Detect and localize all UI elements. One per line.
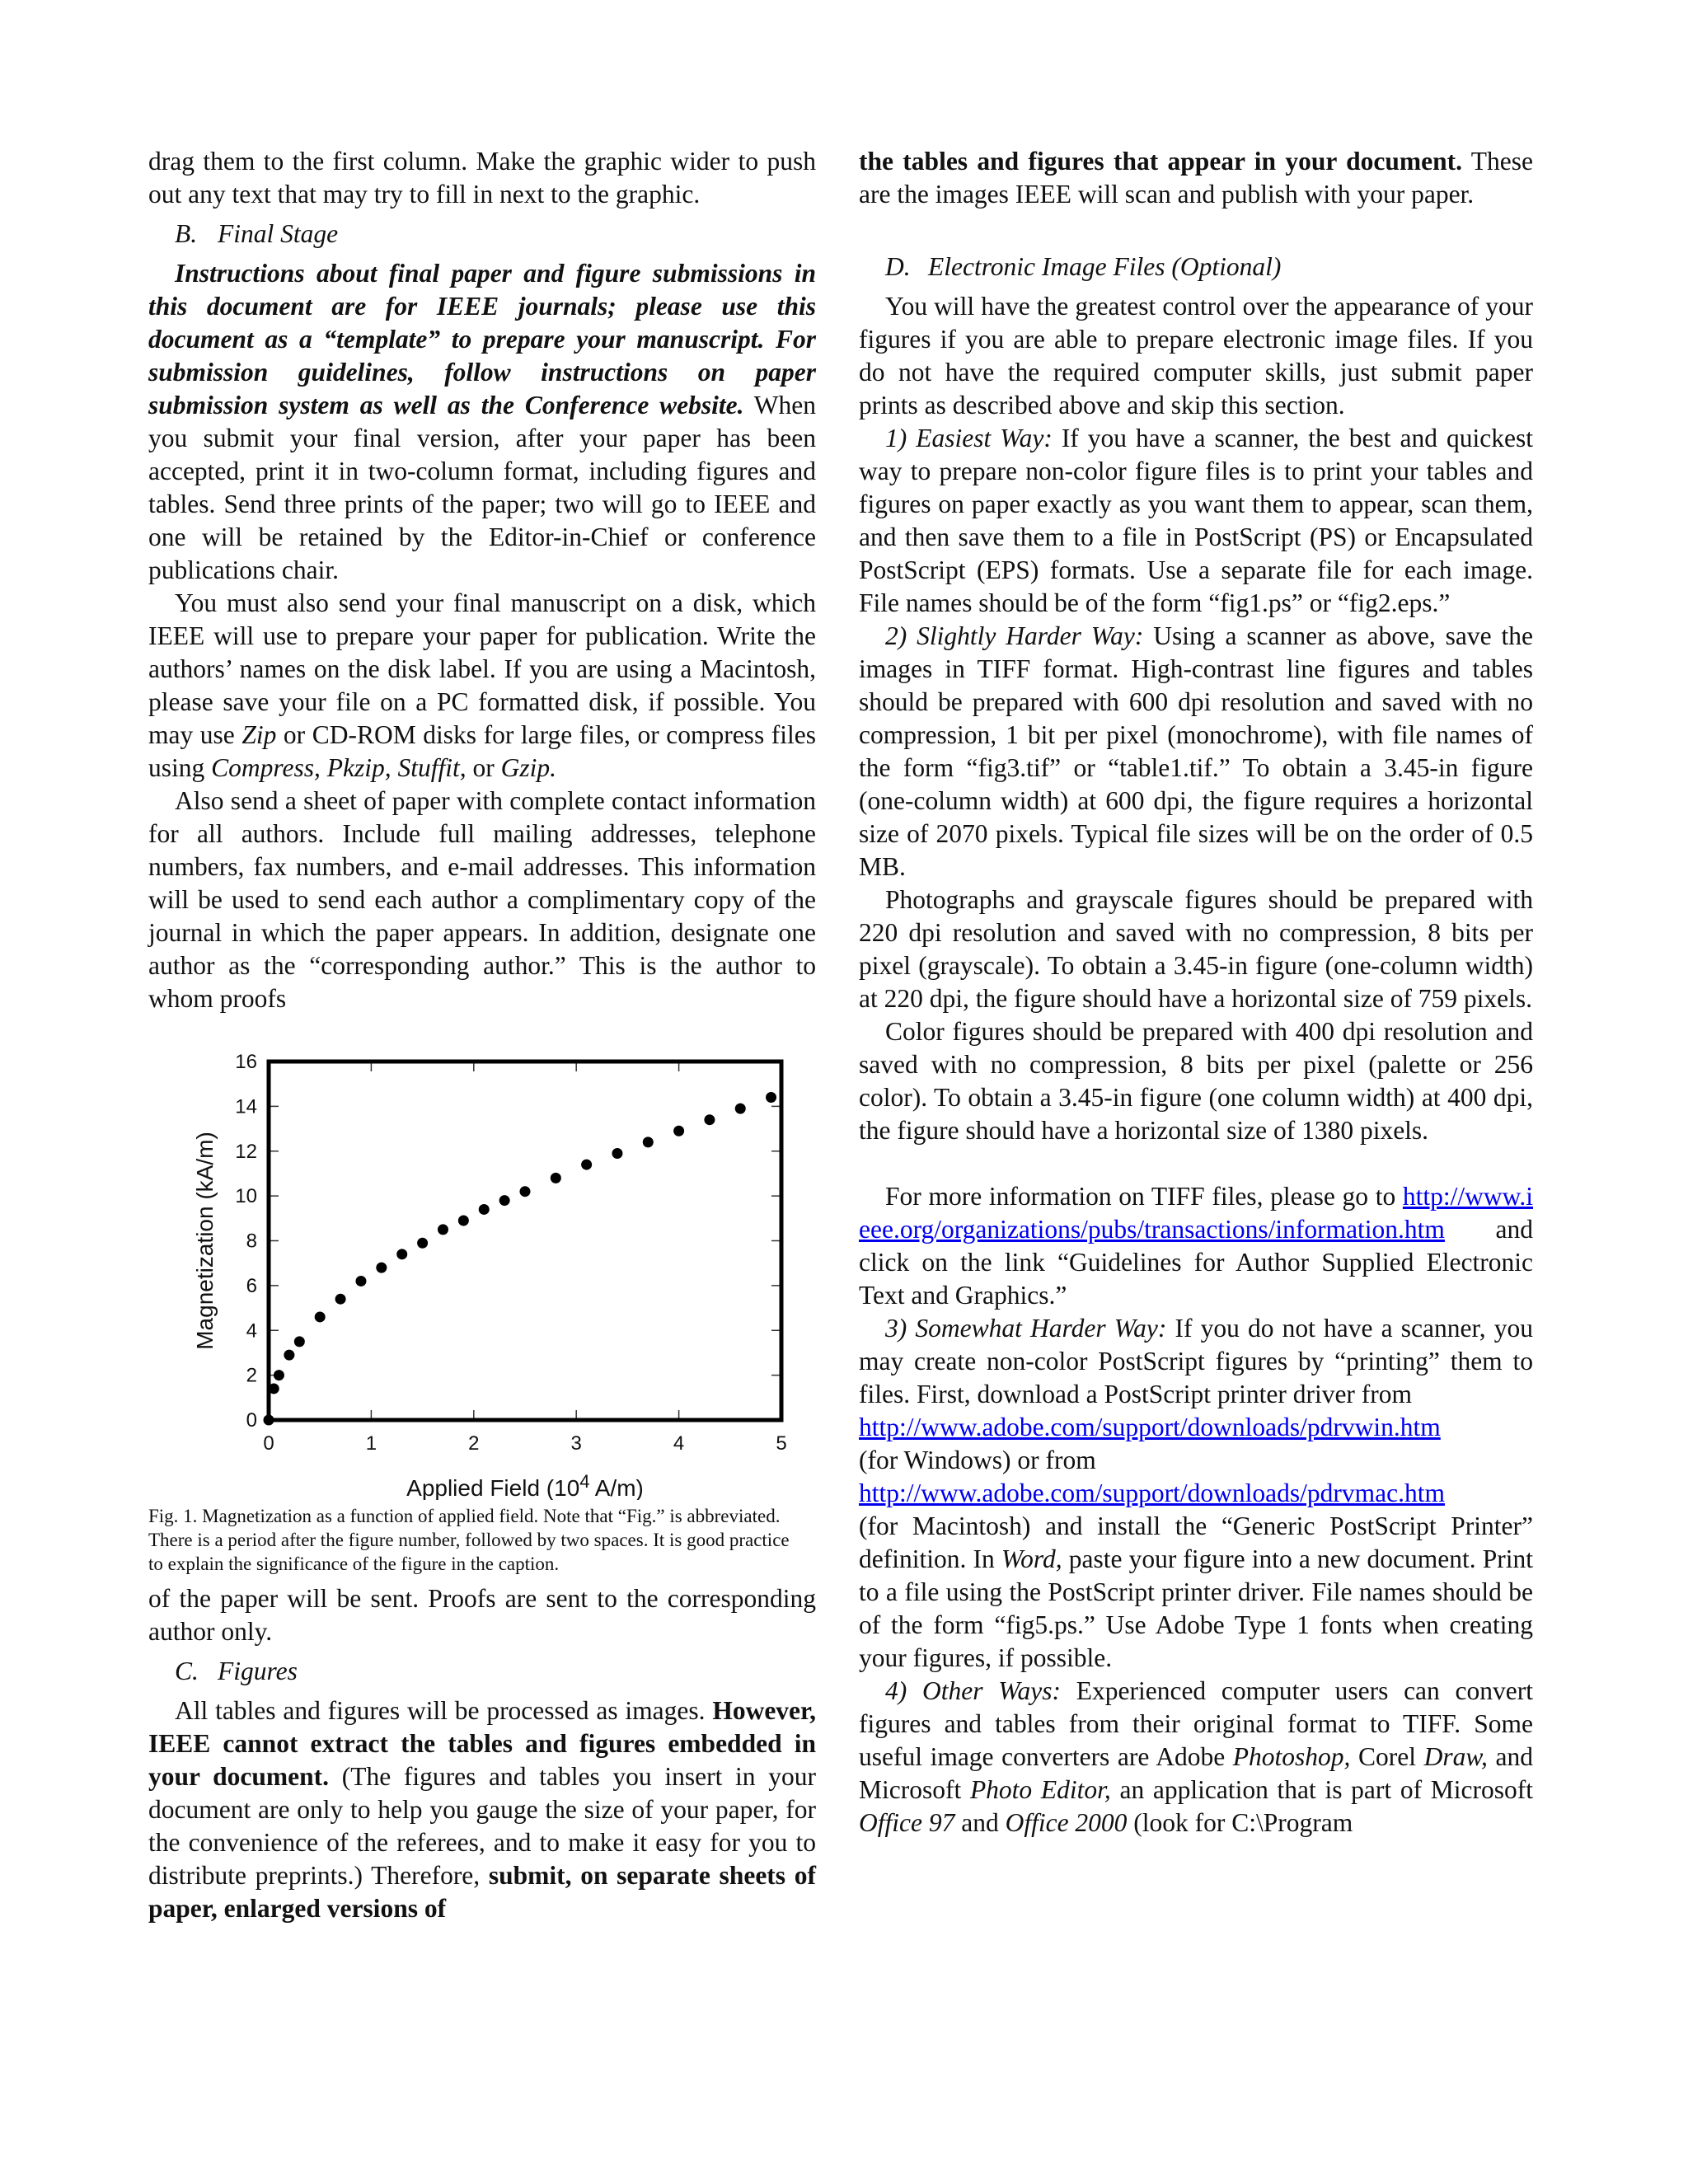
paragraph-slightly-harder-way bbox=[859, 620, 1533, 883]
figure-caption: Fig. 1. Magnetization as a function of applied field. Note that “Fig.” is abbreviated. There is a period after the figure number, followed by two spaces. It is good practice to explain the significance of the figure in the caption. bbox=[148, 1506, 790, 1574]
section-title: Final Stage bbox=[218, 219, 339, 248]
emphasis-gzip: Gzip. bbox=[500, 753, 556, 782]
subsection-label: 2) Slightly Harder Way: bbox=[885, 621, 1144, 650]
svg-text:12: 12 bbox=[235, 1140, 257, 1163]
emphasis-cannot-extract: However, IEEE cannot extract the tables and figures embedded in your document. bbox=[148, 1696, 816, 1791]
paragraph-text: (for Macintosh) and install the “Generic PostScript Printer” definition. In bbox=[859, 1511, 1533, 1573]
emphasis-office-2000: Office 2000 bbox=[1005, 1808, 1128, 1837]
emphasis-photo-editor: Photo Editor, bbox=[969, 1775, 1111, 1804]
paragraph-graphic-width: drag them to the first column. Make the graphic wider to push out any text that may try to fill in next to the graphic. bbox=[148, 147, 816, 209]
paragraph-text: If you do not have a scanner, you may create non-color PostScript figures by “printing” them to files. First, download a PostScript printer driver from bbox=[859, 1314, 1533, 1408]
emphasis-office-97: Office 97 bbox=[859, 1808, 955, 1837]
svg-text:4: 4 bbox=[246, 1319, 257, 1343]
svg-text:Magnetization (kA/m): Magnetization (kA/m) bbox=[192, 1132, 218, 1350]
emphasis-zip: Zip bbox=[241, 720, 277, 749]
section-heading-final-stage bbox=[175, 218, 816, 251]
paragraph-text: and bbox=[954, 1808, 1006, 1837]
svg-text:6: 6 bbox=[246, 1274, 257, 1297]
paragraph-somewhat-harder-way bbox=[859, 1312, 1533, 1411]
section-number: D. bbox=[885, 252, 911, 281]
paragraph-easiest-way bbox=[859, 422, 1533, 620]
paragraph-text: Corel bbox=[1350, 1742, 1424, 1771]
paragraph-electronic-files: You will have the greatest control over the appearance of your figures if you are able to prepare electronic image files. If you do not have the required computer skills, just submit paper prints as described above and skip this section. bbox=[859, 292, 1533, 419]
section-heading-figures bbox=[175, 1655, 816, 1688]
emphasis-photoshop: Photoshop, bbox=[1232, 1742, 1351, 1771]
svg-text:2: 2 bbox=[468, 1432, 480, 1455]
paragraph-text: Using a scanner as above, save the images in TIFF format. High-contrast line figures and tables should be prepared with 600 dpi resolution and saved with no compression, 1 bit per pixel (monochrome), with file names of the form “fig3.tif” or “table1.tif.” To obtain a 3.45-in figure (one-column width) at 600 dpi, the figure requires a horizontal size of 2070 pixels. Typical file sizes will be on the order of 0.5 MB. bbox=[859, 621, 1533, 881]
emphasis-tools: Compress, Pkzip, Stuffit, bbox=[211, 753, 467, 782]
section-number: B. bbox=[175, 219, 198, 248]
section-number: C. bbox=[175, 1657, 199, 1685]
paragraph-continued bbox=[859, 145, 1533, 211]
paragraph-text: or bbox=[466, 753, 501, 782]
paragraph-text: When you submit your final version, after your paper has been accepted, print it in two-column format, including figures and tables. Send three prints of the paper; two will go to IEEE and one will be retained by the Editor-in-Chief or conference publications chair. bbox=[148, 391, 816, 584]
paragraph-text: These are the images IEEE will scan and publish with your paper. bbox=[859, 147, 1533, 209]
subsection-label: 4) Other Ways: bbox=[885, 1676, 1062, 1705]
adobe-mac-driver-link[interactable]: http://www.adobe.com/support/downloads/pdrvmac.htm bbox=[859, 1479, 1445, 1507]
svg-text:8: 8 bbox=[246, 1230, 257, 1253]
svg-text:0: 0 bbox=[263, 1432, 274, 1455]
paragraph-text: Experienced computer users can convert figures and tables from their original format to TIFF. Some useful image converters are Adobe bbox=[859, 1676, 1533, 1771]
paragraph-text: (The figures and tables you insert in your document are only to help you gauge the size of your paper, for the convenience of the referees, and to make it easy for you to distribute preprints.) Therefore, bbox=[148, 1762, 816, 1890]
paragraph-text: and click on the link “Guidelines for Author Supplied Electronic Text and Graphics.” bbox=[859, 1215, 1533, 1310]
paragraph-text: or CD-ROM disks for large files, or compress files using bbox=[148, 720, 816, 782]
link-line-mac bbox=[859, 1477, 1533, 1510]
ieee-information-link[interactable]: http://www.ieee.org/organizations/pubs/transactions/information.htm bbox=[859, 1182, 1533, 1244]
emphasis-draw: Draw, bbox=[1423, 1742, 1488, 1771]
windows-note: (for Windows) or from bbox=[859, 1446, 1096, 1474]
paragraph-photographs: Photographs and grayscale figures should be prepared with 220 dpi resolution and saved with no compression, 8 bits per pixel (grayscale). To obtain a 3.45-in figure (one-column width) at 220 dpi, the figure should have a horizontal size of 759 pixels. bbox=[859, 885, 1533, 1013]
section-title: Electronic Image Files (Optional) bbox=[928, 252, 1282, 281]
svg-text:16: 16 bbox=[235, 1051, 257, 1073]
paragraph-figures-processing bbox=[148, 1694, 816, 1925]
paragraph-text: an application that is part of Microsoft bbox=[1110, 1775, 1533, 1804]
svg-text:4: 4 bbox=[673, 1432, 685, 1455]
right-column bbox=[859, 145, 1533, 1840]
emphasis-submit-enlarged: submit, on separate sheets of paper, enlarged versions of bbox=[148, 1861, 816, 1923]
link-line-windows bbox=[859, 1411, 1533, 1444]
section-title: Figures bbox=[218, 1657, 298, 1685]
paragraph-tiff-info bbox=[859, 1180, 1533, 1312]
paragraph-text: If you have a scanner, the best and quickest way to prepare non-color figure files is to print your tables and figures on paper exactly as you want them to appear, scan them, and then save them to a file in PostScript (PS) or Encapsulated PostScript (EPS) formats. Use a separate file for each image. File names should be of the form “fig1.ps” or “fig2.eps.” bbox=[859, 424, 1533, 617]
svg-text:2: 2 bbox=[246, 1364, 257, 1387]
paragraph-text: paste your figure into a new document. Print to a file using the PostScript printer driver. File names should be of the form “fig5.ps.” Use Adobe Type 1 fonts when creating your figures, if possible. bbox=[859, 1544, 1533, 1672]
emphasis-tables-figures: the tables and figures that appear in your document. bbox=[859, 147, 1463, 176]
adobe-windows-driver-link[interactable]: http://www.adobe.com/support/downloads/pdrvwin.htm bbox=[859, 1413, 1441, 1441]
svg-text:3: 3 bbox=[570, 1432, 582, 1455]
paragraph-disk bbox=[148, 587, 816, 785]
paragraph-final-submission bbox=[148, 257, 816, 587]
paragraph-text: and Microsoft bbox=[859, 1742, 1533, 1804]
svg-text:10: 10 bbox=[235, 1185, 257, 1208]
svg-text:0: 0 bbox=[246, 1409, 257, 1432]
paragraph-text: You must also send your final manuscript on a disk, which IEEE will use to prepare your paper for publication. Write the authors’ names on the disk label. If you are using a Macintosh, please save your file on a PC formatted disk, if possible. You may use bbox=[148, 588, 816, 749]
subsection-label: 3) Somewhat Harder Way: bbox=[885, 1314, 1167, 1343]
paragraph-color-figures: Color figures should be prepared with 400 dpi resolution and saved with no compression, 8 bits per pixel (palette or 256 color). To obtain a 3.45-in figure (one column width) at 400 dpi, the figure should have a horizontal size of 1380 pixels. bbox=[859, 1017, 1533, 1145]
paragraph-proofs: of the paper will be sent. Proofs are sent to the corresponding author only. bbox=[148, 1584, 816, 1646]
paragraph-postscript-install bbox=[859, 1510, 1533, 1675]
emphasis-word: Word, bbox=[1001, 1544, 1062, 1573]
svg-text:1: 1 bbox=[365, 1432, 377, 1455]
left-column bbox=[148, 145, 816, 1925]
paragraph-other-ways bbox=[859, 1675, 1533, 1840]
section-heading-electronic-image-files bbox=[885, 251, 1533, 284]
paragraph-text: All tables and figures will be processed as images. bbox=[175, 1696, 713, 1725]
svg-text:Applied Field (104 A/m): Applied Field ($10^4$ A/m) bbox=[406, 1471, 644, 1500]
paragraph-text: (look for C:\Program bbox=[1127, 1808, 1353, 1837]
svg-text:5: 5 bbox=[776, 1432, 787, 1455]
paragraph-text: For more information on TIFF files, please go to bbox=[885, 1182, 1403, 1211]
emphasis-instructions: Instructions about final paper and figure submissions in this document are for IEEE journals; please use this document as a “template” to prepare your manuscript. For submission guidelines, follow instructions on paper submission system as well as the Conference website. bbox=[148, 259, 816, 419]
figure-1 bbox=[148, 1038, 816, 1576]
subsection-label: 1) Easiest Way: bbox=[885, 424, 1053, 452]
paragraph-contact-info: Also send a sheet of paper with complete contact information for all authors. Include full mailing addresses, telephone numbers, fax numbers, and e-mail addresses. This information will be used to send each author a complimentary copy of the journal in which the paper appears. In addition, designate one author as the “corresponding author.” This is the author to whom proofs bbox=[148, 786, 816, 1013]
magnetization-chart bbox=[148, 1038, 816, 1500]
svg-text:14: 14 bbox=[235, 1095, 257, 1118]
